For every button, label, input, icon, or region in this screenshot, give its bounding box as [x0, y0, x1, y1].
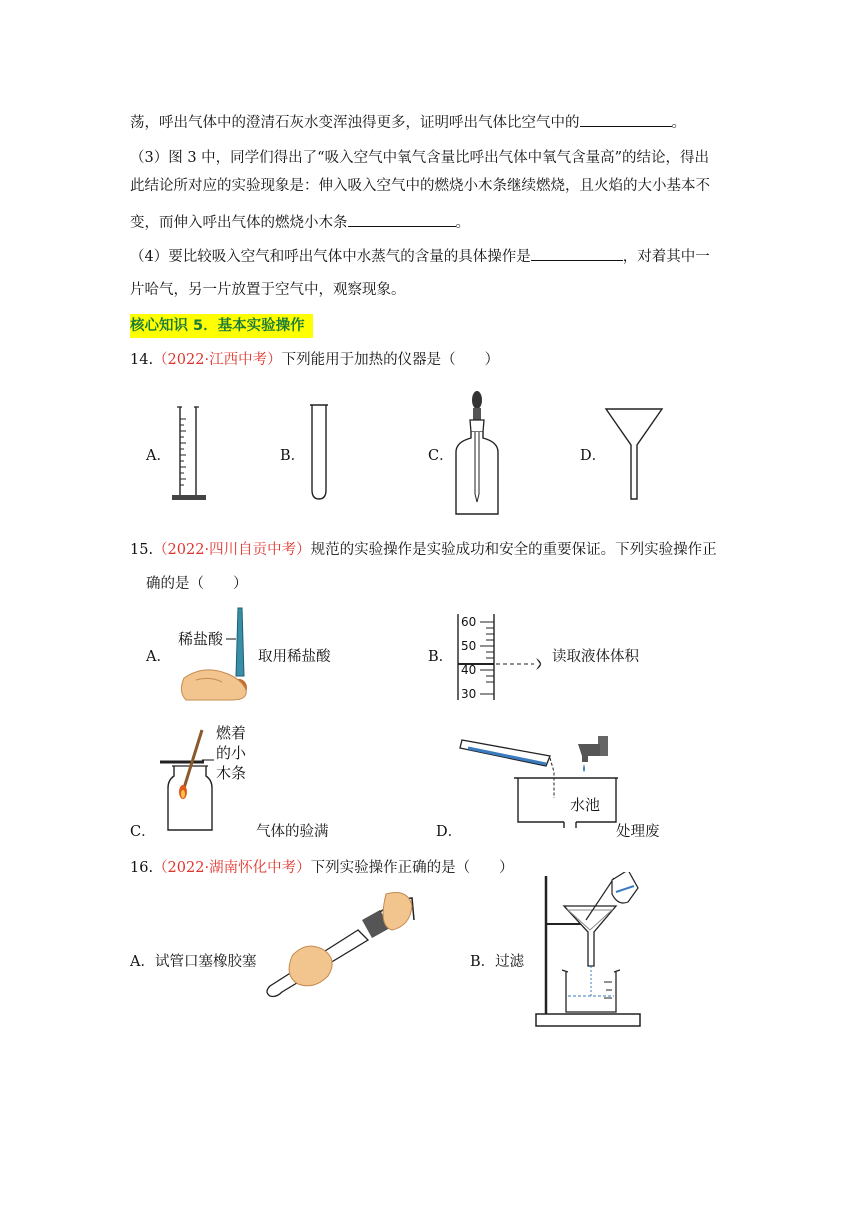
q15-b-caption: 读取液体体积: [552, 649, 639, 665]
q14-option-d: D．: [580, 448, 607, 464]
q13-p4-line1: （4）要比较吸入空气和呼出气体中水蒸气的含量的具体操作是 ，对着其中一: [130, 246, 710, 267]
svg-text:40: 40: [461, 663, 477, 677]
answer-blank: [531, 246, 623, 261]
svg-text:30: 30: [461, 687, 477, 701]
answer-blank: [580, 112, 672, 127]
svg-text:木条: 木条: [216, 764, 247, 782]
q13-p3-line3: 变，而伸入呼出气体的燃烧小木条 。: [130, 212, 470, 233]
graduated-cylinder-icon: [170, 405, 210, 503]
test-tube-icon: [306, 402, 332, 502]
q14-option-a: A．: [146, 448, 171, 464]
funnel-icon: [604, 405, 664, 501]
fig-label-dilute-hcl: 稀盐酸: [178, 630, 224, 648]
q16-option-b: B．过滤: [470, 954, 525, 970]
fig-label-sink: 水池: [570, 796, 601, 814]
q15-option-a: A．: [146, 649, 171, 665]
cylinder-reading-icon: [454, 612, 554, 702]
q15-option-b: B．: [428, 649, 454, 665]
q13-p3-line1: （3）图 3 中，同学们得出了“吸入空气中氧气含量比呼出气体中氧气含量高”的结论，得出: [130, 150, 709, 166]
q15-option-d: D．: [436, 824, 463, 840]
svg-text:60: 60: [461, 615, 477, 629]
dropper-bottle-icon: [452, 386, 504, 520]
q14-option-c: C．: [428, 448, 454, 464]
gas-jar-splint-icon: [158, 722, 258, 834]
q15-stem-line2: 确的是（ ）: [146, 576, 248, 592]
q16-option-a: A．试管口塞橡胶塞: [130, 954, 257, 970]
q13-p3-line2: 此结论所对应的实验现象是：伸入吸入空气中的燃烧小木条继续燃烧，且火焰的大小基本不: [130, 178, 710, 194]
svg-text:的小: 的小: [216, 744, 247, 762]
q13-p4-line2: 片哈气，另一片放置于空气中，观察现象。: [130, 282, 406, 298]
q15-stem-line1: 15.（2022·四川自贡中考）规范的实验操作是实验成功和安全的重要保证。下列实验操作正: [130, 542, 717, 558]
waste-sink-icon: [458, 726, 618, 828]
eye-icon: [536, 658, 541, 670]
q14-stem: 14.（2022·江西中考）下列能用于加热的仪器是（ ）: [130, 352, 500, 368]
stopper-insertion-icon: [262, 890, 418, 1000]
dropper-hand-icon: [176, 606, 266, 702]
q15-c-caption: 气体的验满: [256, 824, 329, 840]
answer-blank: [348, 212, 456, 227]
q14-option-b: B．: [280, 448, 306, 464]
q13-line1: 荡，呼出气体中的澄清石灰水变浑浊得更多，证明呼出气体比空气中的 。: [130, 112, 686, 133]
q16-stem: 16.（2022·湖南怀化中考）下列实验操作正确的是（ ）: [130, 860, 514, 876]
filtration-setup-icon: [534, 872, 644, 1028]
q15-option-c: C．: [130, 824, 156, 840]
svg-text:50: 50: [461, 639, 477, 653]
svg-text:燃着: 燃着: [216, 724, 247, 742]
q15-d-caption: 处理废: [616, 824, 660, 840]
q15-a-caption: 取用稀盐酸: [258, 649, 331, 665]
section-heading: 核心知识 5．基本实验操作: [130, 314, 313, 338]
